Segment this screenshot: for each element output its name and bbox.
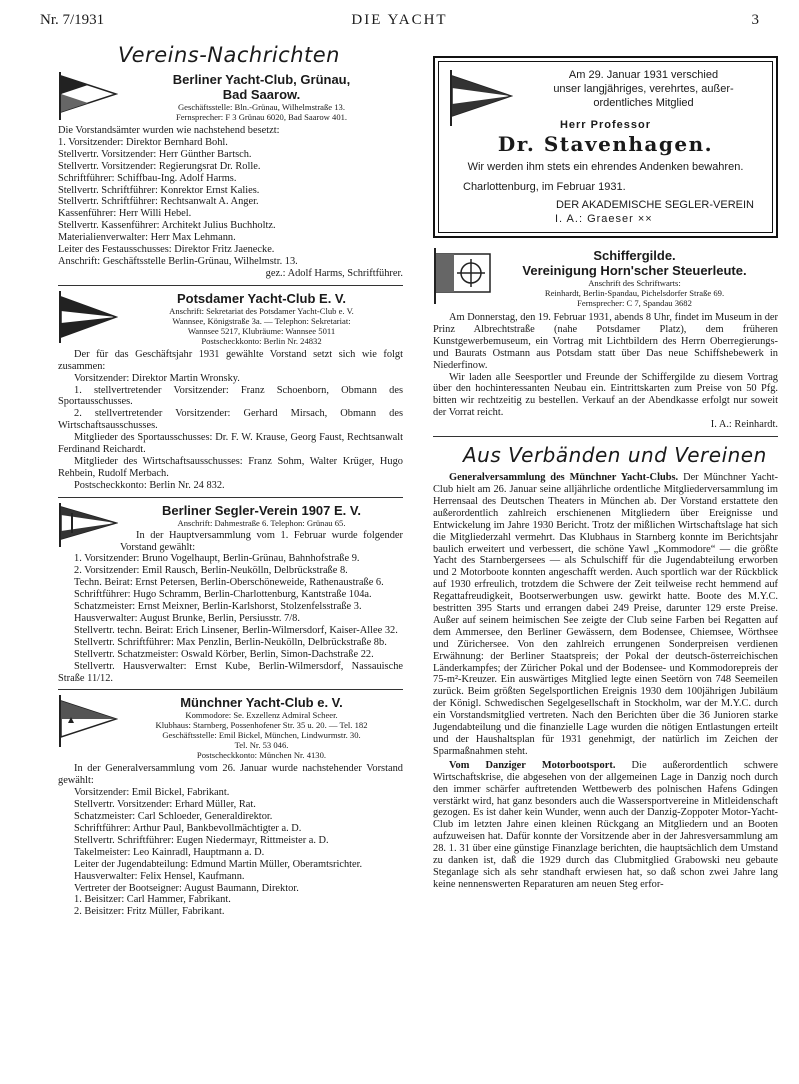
club-berliner-yacht xyxy=(58,72,403,280)
text-line: Stellvertr. Hausverwalter: Ernst Kube, Berlin-Wilmersdorf, Nassauische Straße 11/12. xyxy=(58,660,403,684)
text-line: Stellvertr. Vorsitzender: Erhard Müller, Rat. xyxy=(74,799,256,811)
article-text: Der Münchner Yacht-Club hielt am 26. Januar seine alljährliche ordentliche Mitgliederversammlung im Herrensaal des Deutschen Theaters in München ab. Der Vorstand erstattete den außerordentlich zahlreich erschienenen Mitgliedern über Ereignisse und Entwickelung im Jahre 1930 Bericht. Trotz der mißlichen Wirtschaftslage hat sich die Mitgliederzahl vermehrt. Das Klubhaus in Starnberg konnte im Berichtsjahr baulich erweitert und verbessert, die schöne Yawl „Kommodore“ — die größte Yacht des Starnbergersees — als Schulschiff für die Jugendabteilung erworben und 2 Motorboote konnten angeschafft werden. Auch sportlich war der Rückblick auf 1930 erfreulich, trotzdem die Schwere der Zeit teilweise recht hemmend auf Regattafreudigkeit, Bootserwerbungen usw. gewirkt hatte. Boote des M.Y.C. bestritten 395 Starts und errangen dabei 249 Preise, darunter 129 erste Preise. Außer auf seinem heimischen See zeigte der Club seine Farben bei Regatten auf dem Ammersee, den Berliner Gewässern, dem Bodensee, Chiemsee, Wörthsee und Zürichersee. Von den zahlreich errungenen Sonderpreisen verdienen Erwähnung: der Berliner Staatspreis; der Pokal der deutsch-österreichischen Länderkampfes; der Züricher Pokal und der Bodensee- und Kommodorepreis der 75-m²-Kreuzer. Ein auswärtiges Mitglied legte einen Seetörn von 748 Seemeilen zurück. Beim größten Segelsportlichen Ereignis 1930 dem 100jährigen Jubiläum der Königl. Schwedischen Segelgesellschaft in Stockholm, war der M.Y.C. durch ein Vorstandsmitglied vertreten. Nach den Berichten über die 36 Junioren starke Jugendabteilung und die finanzielle Lage wurden die nötigen Entlastungen erteilt und der Haushaltsplan für 1931 genehmigt, der natürlich im Zeichen der Sparmaßnahmen steht. xyxy=(433,472,778,757)
text-line: 1. Beisitzer: Carl Hammer, Fabrikant. xyxy=(74,894,231,906)
text-line: Vorsitzender: Direktor Martin Wronsky. xyxy=(74,372,240,384)
club-phone: Fernsprecher: F 3 Grünau 6020, Bad Saarow 401. xyxy=(175,112,348,122)
page-header xyxy=(40,12,759,34)
text-line: 1. Vorsitzender: Direktor Bernhard Bohl. xyxy=(58,136,228,148)
obituary-line: Wir werden ihm stets ein ehrendes Andenken bewahren. xyxy=(467,161,744,173)
text-paragraph: In der Generalversammlung vom 26. Januar wurde nachstehender Vorstand gewählt: xyxy=(58,763,403,787)
obituary-org: DER AKADEMISCHE SEGLER-VEREIN xyxy=(555,199,754,211)
text-line: 2. Beisitzer: Fritz Müller, Fabrikant. xyxy=(74,906,225,918)
divider xyxy=(58,497,403,498)
divider xyxy=(58,285,403,286)
text-line: Stellvertr. Vorsitzender: Herr Günther Bartsch. xyxy=(58,148,252,160)
club-title: Münchner Yacht-Club e. V. xyxy=(180,695,343,711)
text-line: Schatzmeister: Carl Schloeder, Generaldirektor. xyxy=(74,811,273,823)
text-line: Schatzmeister: Ernst Meixner, Berlin-Karlshorst, Stolzenfelsstraße 3. xyxy=(74,601,362,613)
club-address: Wannsee, Königstraße 3a. — Telephon: Sekretariat: xyxy=(172,315,351,326)
club-title-2: Vereinigung Horn'scher Steuerleute. xyxy=(522,263,747,278)
club-title: Potsdamer Yacht-Club E. V. xyxy=(176,290,347,306)
pennant-flag-icon xyxy=(58,291,118,343)
text-paragraph: Am Donnerstag, den 19. Februar 1931, abends 8 Uhr, findet im Museum in der Prinz Albrechtstraße (nahe Potsdamer Platz), dem früheren Kunstgewerbemuseum, ein Vortrag mit Lichtbildern des Herrn Oberregierungs- und Baurats Ostmann aus Potsdam statt über Das neue Schiffshebewerk in Niederfinow. xyxy=(433,312,778,371)
text-line: 2. Vorsitzender: Emil Rausch, Berlin-Neukölln, Delbrückstraße 8. xyxy=(74,565,348,577)
pennant-flag-icon xyxy=(58,695,118,747)
club-office: Geschäftsstelle: Emil Bickel, München, Lindwurmstr. 30. xyxy=(162,730,361,741)
club-title: Schiffergilde. xyxy=(593,248,676,263)
wheel-flag-icon xyxy=(433,248,493,304)
obituary-line: unser langjähriges, verehrtes, außer- xyxy=(553,83,734,95)
signature: I. A.: Reinhardt. xyxy=(710,419,778,431)
text-line: Schriftführer: Schiffbau-Ing. Adolf Harms. xyxy=(58,172,237,184)
text-line: Schriftführer: Arthur Paul, Bankbevollmächtigter a. D. xyxy=(74,822,302,834)
obituary-sign: I. A.: Graeser ×× xyxy=(555,213,653,225)
divider xyxy=(58,689,403,690)
pennant-flag-icon xyxy=(58,72,118,120)
club-address: Anschrift des Schriftwarts: xyxy=(588,278,681,288)
text-line: Vertreter der Bootseigner: August Baumann, Direktor. xyxy=(74,882,299,894)
text-line: Stellvertr. Schriftführer: Rechtsanwalt A. Anger. xyxy=(58,196,259,208)
text-line: Hausverwalter: Felix Hensel, Kaufmann. xyxy=(74,870,245,882)
club-berliner-segler xyxy=(58,503,403,685)
pennant-flag-icon xyxy=(58,503,118,547)
text-line: Stellvertr. Schriftführer: Konrektor Ernst Kalies. xyxy=(58,184,260,196)
article-paragraph xyxy=(433,472,778,758)
obituary-name: Dr. Stavenhagen. xyxy=(497,132,714,156)
text-line: Schriftführer: Hugo Schramm, Berlin-Charlottenburg, Kantstraße 104a. xyxy=(74,589,372,601)
page-number: 3 xyxy=(751,12,759,28)
text-line: Mitglieder des Wirtschaftsausschusses: Franz Sohm, Walter Krüger, Hugo Rehbein, Rudolf Merbach. xyxy=(58,455,403,479)
magazine-title: DIE YACHT xyxy=(351,12,448,28)
text-line: Stellvertr. Kassenführer: Architekt Julius Buchholtz. xyxy=(58,220,276,232)
text-line: Stellvertr. Schriftführer: Max Penzlin, Berlin-Neukölln, Delbrückstraße 8b. xyxy=(74,636,387,648)
text-paragraph: Der für das Geschäftsjahr 1931 gewählte Vorstand setzt sich wie folgt zusammen: xyxy=(58,348,403,372)
obituary-place: Charlottenburg, im Februar 1931. xyxy=(463,181,626,193)
club-schiffergilde xyxy=(433,248,778,431)
text-line: 2. stellvertretender Vorsitzender: Gerhard Mirsach, Obmann des Wirtschaftsausschusses. xyxy=(58,408,403,432)
text-line: Stellvertr. techn. Beirat: Erich Linsener, Berlin-Wilmersdorf, Kaiser-Allee 32. xyxy=(74,624,398,636)
article-paragraph xyxy=(433,760,778,891)
club-address: Geschäftsstelle: Bln.-Grünau, Wilhelmstraße 13. xyxy=(177,102,346,112)
text-line: Mitglieder des Sportausschusses: Dr. F. W. Krause, Georg Faust, Rechtsanwalt Ferdinand Reichardt. xyxy=(58,432,403,456)
club-title-2: Bad Saarow. xyxy=(222,87,301,102)
club-address: Reinhardt, Berlin-Spandau, Pichelsdorfer Straße 69. xyxy=(544,288,725,298)
club-potsdamer xyxy=(58,291,403,492)
section-title-verbaende: Aus Verbänden und Vereinen xyxy=(463,443,767,468)
text-line: Postscheckkonto: Berlin Nr. 24 832. xyxy=(74,479,225,491)
club-phone: Wannsee 5217, Klubräume: Wannsee 5011 xyxy=(187,325,336,336)
club-title: Berliner Yacht-Club, Grünau, xyxy=(172,72,351,87)
text-line: Leiter des Festausschusses: Direktor Fritz Jaenecke. xyxy=(58,244,275,256)
divider xyxy=(433,436,778,437)
text-line: Stellvertr. Vorsitzender: Regierungsrat Dr. Rolle. xyxy=(58,160,261,172)
text-line: 1. stellvertretender Vorsitzender: Franz Schoenborn, Obmann des Sportausschusses. xyxy=(58,384,403,408)
text-line: Materialienverwalter: Herr Max Lehmann. xyxy=(58,232,236,244)
club-muenchner xyxy=(58,695,403,918)
obituary-notice xyxy=(433,56,778,238)
club-title: Berliner Segler-Verein 1907 E. V. xyxy=(162,502,361,518)
club-address: Klubhaus: Starnberg, Possenhofener Str. 35 u. 20. — Tel. 182 xyxy=(155,720,368,731)
signature: gez.: Adolf Harms, Schriftführer. xyxy=(265,267,403,279)
text-line: Takelmeister: Leo Kainradl, Hauptmann a. D. xyxy=(74,846,265,858)
article-text: Die außerordentlich schwere Wirtschaftskrise, die abgesehen von der allgemeinen Lage in Danzig noch durch den immer schärfer auftretenden Wettbewerb des polnischen Hafens Gdingen verstärkt wird, hat ganz besonders auch die Wassersportvereine in Mitleidenschaft gezogen. Es ist daher kein Wunder, wenn auch der Danzig-Zoppoter Motor-Yacht-Club im letzten Jahre einen kleinen Rückgang an Mitgliedern und an Booten aufzuweisen hat. Dafür konnte der Vorsitzende aber in der Jahresversammlung am 28. 1. 31 über eine günstige Finanzlage berichten, die hauptsächlich dem Umstand zu danken ist, daß die 1929 durch das Clubmitglied Grabowski neu gebaute Steganlage sich als sehr standhaft erwiesen hat, so daß schon zwei Jahre lang keine nennenswerten Reparaturen am neuen Steg erfor- xyxy=(433,759,779,890)
text-line: Hausverwalter: August Brunke, Berlin, Persiusstr. 7/8. xyxy=(74,613,300,624)
club-address: Anschrift: Sekretariat des Potsdamer Yacht-Club e. V. xyxy=(169,305,354,316)
club-phone: Fernsprecher: C 7, Spandau 3682 xyxy=(577,298,692,308)
club-phone: Tel. Nr. 53 046. xyxy=(234,740,289,751)
text-line: Stellvertr. Schatzmeister: Oswald Körber, Berlin, Simon-Dachstraße 22. xyxy=(74,648,374,660)
text-paragraph: In der Hauptversammlung vom 1. Februar wurde folgender Vorstand gewählt: xyxy=(120,529,403,553)
text-line: Stellvertr. Schriftführer: Eugen Niedermayr, Rittmeister a. D. xyxy=(74,834,329,846)
obituary-line: Am 29. Januar 1931 verschied xyxy=(568,69,719,81)
text-line: Vorsitzender: Emil Bickel, Fabrikant. xyxy=(74,787,230,799)
left-column xyxy=(58,40,403,918)
obituary-title: Herr Professor xyxy=(559,119,652,131)
club-account: Postscheckkonto: Berlin Nr. 24832 xyxy=(201,335,322,346)
text-paragraph: Wir laden alle Seesportler und Freunde der Schiffergilde zu diesem Vortrag über den hochinteressanten Neubau ein. Eintrittskarten zum Preise von 50 Pfg. bitten wir rechtzeitig zu bestellen. Verkauf an der Abendkasse erfolgt nur soweit der Vorrat reicht. xyxy=(433,371,778,419)
text-line: Leiter der Jugendabteilung: Edmund Martin Müller, Oberamtsrichter. xyxy=(74,858,363,870)
article-heading: Vom Danziger Motorbootsport. xyxy=(449,759,616,771)
text-line: Die Vorstandsämter wurden wie nachstehend besetzt: xyxy=(58,125,280,136)
obituary-inner xyxy=(438,61,773,233)
right-column xyxy=(433,56,778,891)
text-line: 1. Vorsitzender: Bruno Vogelhaupt, Berlin-Grünau, Bahnhofstraße 9. xyxy=(74,553,360,565)
text-line: Kassenführer: Herr Willi Hebel. xyxy=(58,208,192,220)
article-heading: Generalversammlung des Münchner Yacht-Clubs. xyxy=(449,472,679,484)
club-account: Postscheckkonto: München Nr. 4130. xyxy=(196,750,327,761)
text-line: Anschrift: Geschäftsstelle Berlin-Grünau, Wilhelmstr. 13. xyxy=(58,255,298,267)
section-title-vereins: Vereins-Nachrichten xyxy=(118,43,340,67)
issue-number: Nr. 7/1931 xyxy=(40,12,105,28)
text-line: Techn. Beirat: Ernst Petersen, Berlin-Oberschöneweide, Rathenaustraße 6. xyxy=(74,577,384,589)
club-address: Anschrift: Dahmestraße 6. Telephon: Grünau 65. xyxy=(177,517,346,528)
obituary-line: ordentliches Mitglied xyxy=(593,97,694,109)
club-commodore: Kommodore: Se. Exzellenz Admiral Scheer. xyxy=(185,710,338,721)
